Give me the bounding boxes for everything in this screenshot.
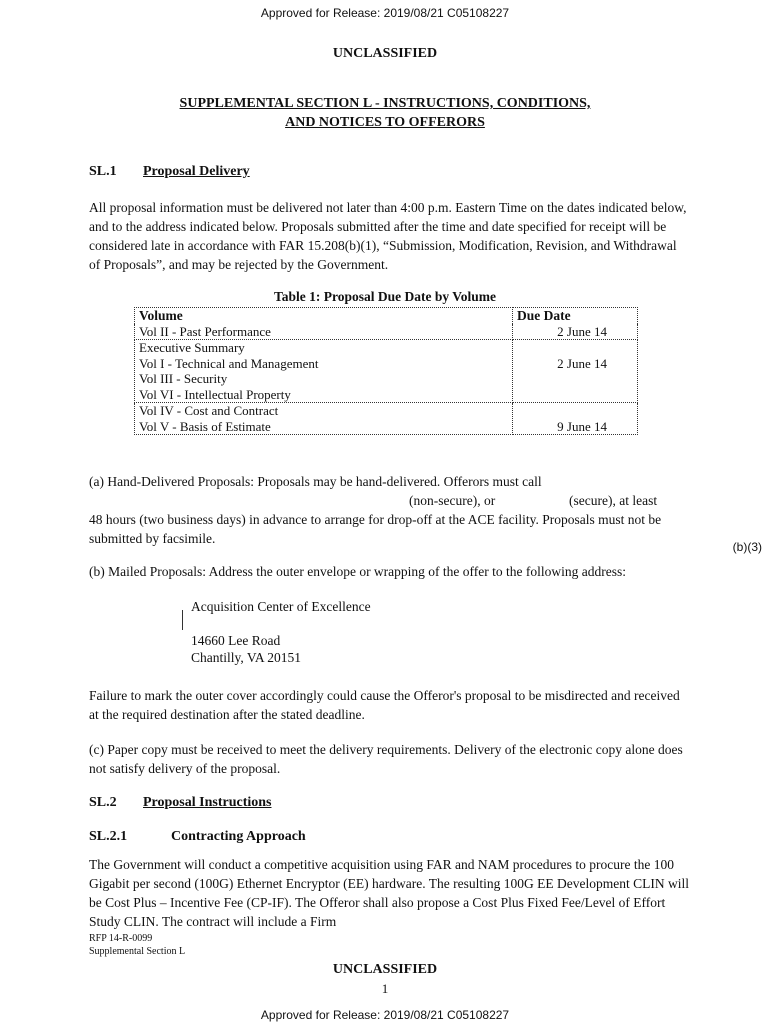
page-number: 1	[381, 981, 389, 996]
footer-rfp-number: RFP 14-R-0099	[89, 933, 153, 944]
classification-top: UNCLASSIFIED	[332, 46, 438, 61]
document-title	[0, 94, 770, 132]
contracting-paragraph	[89, 855, 689, 931]
redaction-mark: (b)(3)	[732, 540, 762, 554]
title-line-2: AND NOTICES TO OFFERORS	[285, 115, 485, 130]
section-title: Proposal Instructions	[143, 795, 272, 810]
address-line: Acquisition Center of Excellence	[191, 599, 371, 614]
footer-section-name: Supplemental Section L	[89, 946, 186, 957]
volume-name: Vol I - Technical and Management	[139, 355, 319, 371]
table-row	[135, 403, 638, 435]
failure-text: Failure to mark the outer cover accordingly could cause the Offeror's proposal to be misdirected and received at the required destination after the stated deadline.	[89, 688, 680, 722]
due-date-cell	[513, 324, 638, 340]
redaction-bar	[182, 610, 183, 630]
paragraph-b	[89, 562, 689, 581]
section-heading-sl1	[89, 164, 250, 180]
failure-paragraph	[89, 686, 689, 724]
intro-text: All proposal information must be delivered not later than 4:00 p.m. Eastern Time on the dates indicated below, and to the address indicated below. Proposals submitted after the time and date specified for receipt will be considered late in accordance with FAR 15.208(b)(1), “Submission, Modification, Revision, and Withdrawal of Proposals”, and may be rejected by the Government.	[89, 200, 687, 272]
non-secure-label: (non-secure), or	[409, 493, 496, 508]
section-number: SL.1	[89, 164, 117, 179]
volume-name: Vol IV - Cost and Contract	[139, 403, 279, 418]
due-date-value: 2 June 14	[557, 323, 607, 339]
due-date-cell	[513, 403, 638, 435]
due-date-table	[134, 307, 638, 435]
address-line: 14660 Lee Road	[191, 633, 281, 648]
section-title: Contracting Approach	[171, 829, 306, 844]
mailing-address	[191, 598, 371, 666]
section-number: SL.2.1	[89, 829, 128, 844]
paragraph-a-line-2	[89, 491, 689, 510]
address-line	[191, 615, 371, 632]
due-date-value: 9 June 14	[557, 418, 607, 434]
secure-label: (secure), at least	[569, 493, 658, 508]
volume-cell	[135, 340, 513, 403]
title-line-1: SUPPLEMENTAL SECTION L - INSTRUCTIONS, CONDITIONS,	[179, 96, 591, 111]
paragraph-a-rest: 48 hours (two business days) in advance to arrange for drop-off at the ACE facility. Proposals must not be submitted by facsimile.	[89, 512, 662, 546]
footer-reference	[89, 932, 185, 958]
table-row	[135, 324, 638, 340]
paragraph-a-line-1: (a) Hand-Delivered Proposals: Proposals may be hand-delivered. Offerors must call	[89, 474, 542, 489]
volume-name: Vol II - Past Performance	[139, 323, 271, 339]
table-row	[135, 340, 638, 403]
volume-name: Vol V - Basis of Estimate	[139, 418, 271, 434]
section-number: SL.2	[89, 795, 117, 810]
intro-paragraph	[89, 198, 689, 274]
due-date-cell	[513, 340, 638, 403]
paragraph-b-text: (b) Mailed Proposals: Address the outer envelope or wrapping of the offer to the following address:	[89, 564, 627, 579]
due-date-value: 2 June 14	[557, 355, 607, 371]
volume-cell	[135, 324, 513, 340]
section-heading-sl2	[89, 795, 271, 811]
table-header-row	[135, 308, 638, 324]
section-title: Proposal Delivery	[143, 164, 250, 179]
header-due-date: Due Date	[513, 308, 638, 324]
paragraph-c	[89, 740, 689, 778]
classification-bottom: UNCLASSIFIED	[332, 962, 438, 977]
paragraph-c-text: (c) Paper copy must be received to meet the delivery requirements. Delivery of the electronic copy alone does not satisfy delivery of the proposal.	[89, 742, 683, 776]
volume-name: Vol VI - Intellectual Property	[139, 386, 291, 402]
release-stamp-bottom: Approved for Release: 2019/08/21 C05108227	[260, 1008, 510, 1022]
table-caption: Table 1: Proposal Due Date by Volume	[273, 289, 497, 304]
paragraph-a	[89, 472, 689, 548]
volume-name: Executive Summary	[139, 340, 245, 355]
volume-name: Vol III - Security	[139, 371, 228, 386]
address-line: Chantilly, VA 20151	[191, 650, 302, 665]
contracting-text: The Government will conduct a competitive acquisition using FAR and NAM procedures to procure the 100 Gigabit per second (100G) Ethernet Encryptor (EE) hardware. The resulting 100G EE Development CLIN will be Cost Plus – Incentive Fee (CP-IF). The Offeror shall also propose a Cost Plus Fixed Fee/Level of Effort Study CLIN. The contract will include a Firm	[89, 857, 689, 929]
release-stamp-top: Approved for Release: 2019/08/21 C05108227	[260, 6, 510, 20]
volume-cell	[135, 403, 513, 435]
header-volume: Volume	[135, 308, 513, 324]
section-heading-sl21	[89, 829, 306, 845]
